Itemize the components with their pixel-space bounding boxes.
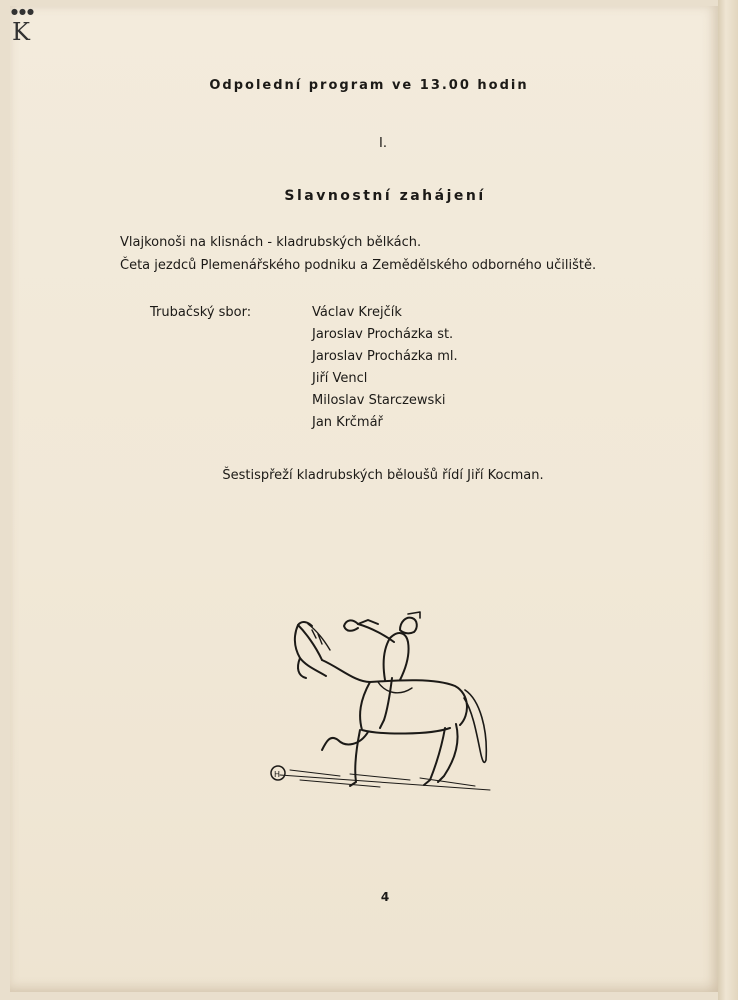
band-member: Jan Krčmář — [312, 415, 383, 430]
band-member: Jaroslav Procházka st. — [312, 327, 454, 342]
section-title: Slavnostní zahájení — [284, 188, 486, 204]
band-member: Jiří Vencl — [312, 371, 368, 386]
flag-bearers-line: Vlajkonoši na klisnách - kladrubských bělkách. — [120, 235, 422, 250]
program-heading: Odpolední program ve 13.00 hodin — [209, 78, 529, 93]
band-member: Václav Krejčík — [312, 305, 402, 320]
band-member: Miloslav Starczewski — [312, 393, 446, 408]
horseman-trumpeter-illustration — [260, 590, 510, 815]
logo-letter: K — [12, 18, 30, 46]
section-number: I. — [379, 136, 387, 151]
riders-line: Četa jezdců Plemenářského podniku a Zemědělského odborného učiliště. — [120, 258, 597, 273]
document-page — [10, 6, 718, 992]
six-horse-driver-line: Šestispřeží kladrubských běloušů řídí Jiří Kocman. — [222, 468, 544, 483]
library-logo — [10, 8, 34, 44]
page-number: 4 — [380, 890, 390, 904]
svg-text:H: H — [274, 770, 281, 779]
band-members-list — [312, 305, 458, 437]
band-member: Jaroslav Procházka ml. — [312, 349, 458, 364]
band-label: Trubačský sbor: — [150, 305, 252, 320]
crown-icon: ●●● — [11, 7, 35, 16]
